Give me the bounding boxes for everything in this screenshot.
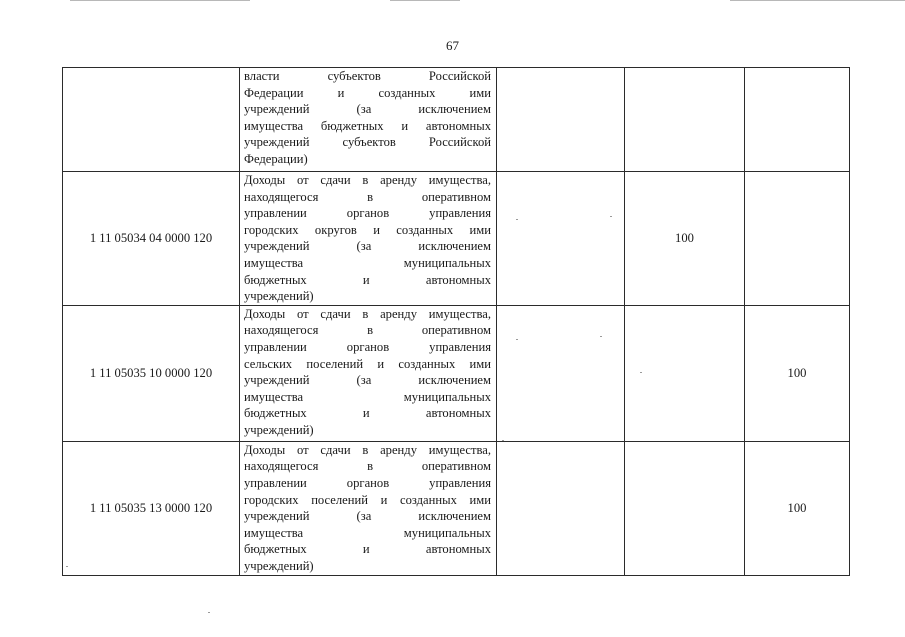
description-line: учреждений (за исключением [244, 102, 491, 117]
description-line: бюджетных и автономных [244, 542, 491, 557]
description-line: имущества бюджетных и автономных [244, 118, 491, 133]
revenue-table [62, 67, 850, 576]
municipal-district-share-cell [625, 441, 745, 575]
description-line: Доходы от сдачи в аренду имущества, [244, 442, 491, 457]
budget-code-cell [63, 68, 240, 172]
description-line: имущества муниципальных [244, 525, 491, 540]
scan-speck [640, 372, 642, 373]
scan-speck [516, 339, 518, 340]
revenue-description-cell [240, 305, 497, 441]
description-line: учреждений) [244, 289, 314, 304]
scan-speck [610, 216, 612, 217]
description-line: учреждений субъектов Российской [244, 135, 491, 150]
description-line: находящегося в оперативном [244, 323, 491, 338]
description-line: Доходы от сдачи в аренду имущества, [244, 306, 491, 321]
city-district-share-cell [497, 68, 625, 172]
description-line: управлении органов управления [244, 475, 491, 490]
city-district-share-cell [497, 172, 625, 306]
budget-code-cell: 1 11 05035 13 0000 120 [63, 441, 240, 575]
description-line: учреждений (за исключением [244, 373, 491, 388]
description-line: управлении органов управления [244, 206, 491, 221]
description-line: Федерации и созданных ими [244, 85, 491, 100]
settlement-share-cell: 100 [745, 441, 850, 575]
page-number: 67 [446, 38, 459, 53]
settlement-share-cell [745, 68, 850, 172]
table-row [63, 441, 850, 575]
scan-speck [66, 566, 68, 567]
description-line: управлении органов управления [244, 339, 491, 354]
budget-code-cell: 1 11 05034 04 0000 120 [63, 172, 240, 306]
scan-speck [208, 612, 210, 613]
description-line: сельских поселений и созданных ими [244, 356, 491, 371]
description-line: Федерации) [244, 151, 308, 166]
table-row [63, 68, 850, 172]
municipal-district-share-cell [625, 305, 745, 441]
description-line: городских поселений и созданных ими [244, 492, 491, 507]
municipal-district-share-cell [625, 68, 745, 172]
description-line: учреждений) [244, 422, 314, 437]
revenue-description-cell [240, 172, 497, 306]
city-district-share-cell [497, 305, 625, 441]
description-line: имущества муниципальных [244, 389, 491, 404]
table-row [63, 305, 850, 441]
settlement-share-cell [745, 172, 850, 306]
scan-speck [502, 440, 504, 441]
description-line: городских округов и созданных ими [244, 222, 491, 237]
description-line: учреждений (за исключением [244, 509, 491, 524]
settlement-share-cell: 100 [745, 305, 850, 441]
description-line: учреждений) [244, 558, 314, 573]
table-row [63, 172, 850, 306]
description-line: власти субъектов Российской [244, 69, 491, 83]
budget-code-cell: 1 11 05035 10 0000 120 [63, 305, 240, 441]
description-line: бюджетных и автономных [244, 406, 491, 421]
description-line: находящегося в оперативном [244, 189, 491, 204]
description-line: бюджетных и автономных [244, 272, 491, 287]
city-district-share-cell [497, 441, 625, 575]
revenue-description-cell [240, 68, 497, 172]
description-line: находящегося в оперативном [244, 459, 491, 474]
description-line: учреждений (за исключением [244, 239, 491, 254]
scan-edge-mark [70, 0, 250, 1]
revenue-description-cell [240, 441, 497, 575]
scan-edge-mark [730, 0, 905, 1]
scan-speck [516, 219, 518, 220]
description-line: имущества муниципальных [244, 255, 491, 270]
scan-speck [600, 336, 602, 337]
description-line: Доходы от сдачи в аренду имущества, [244, 173, 491, 187]
municipal-district-share-cell: 100 [625, 172, 745, 306]
scan-edge-mark [390, 0, 460, 1]
